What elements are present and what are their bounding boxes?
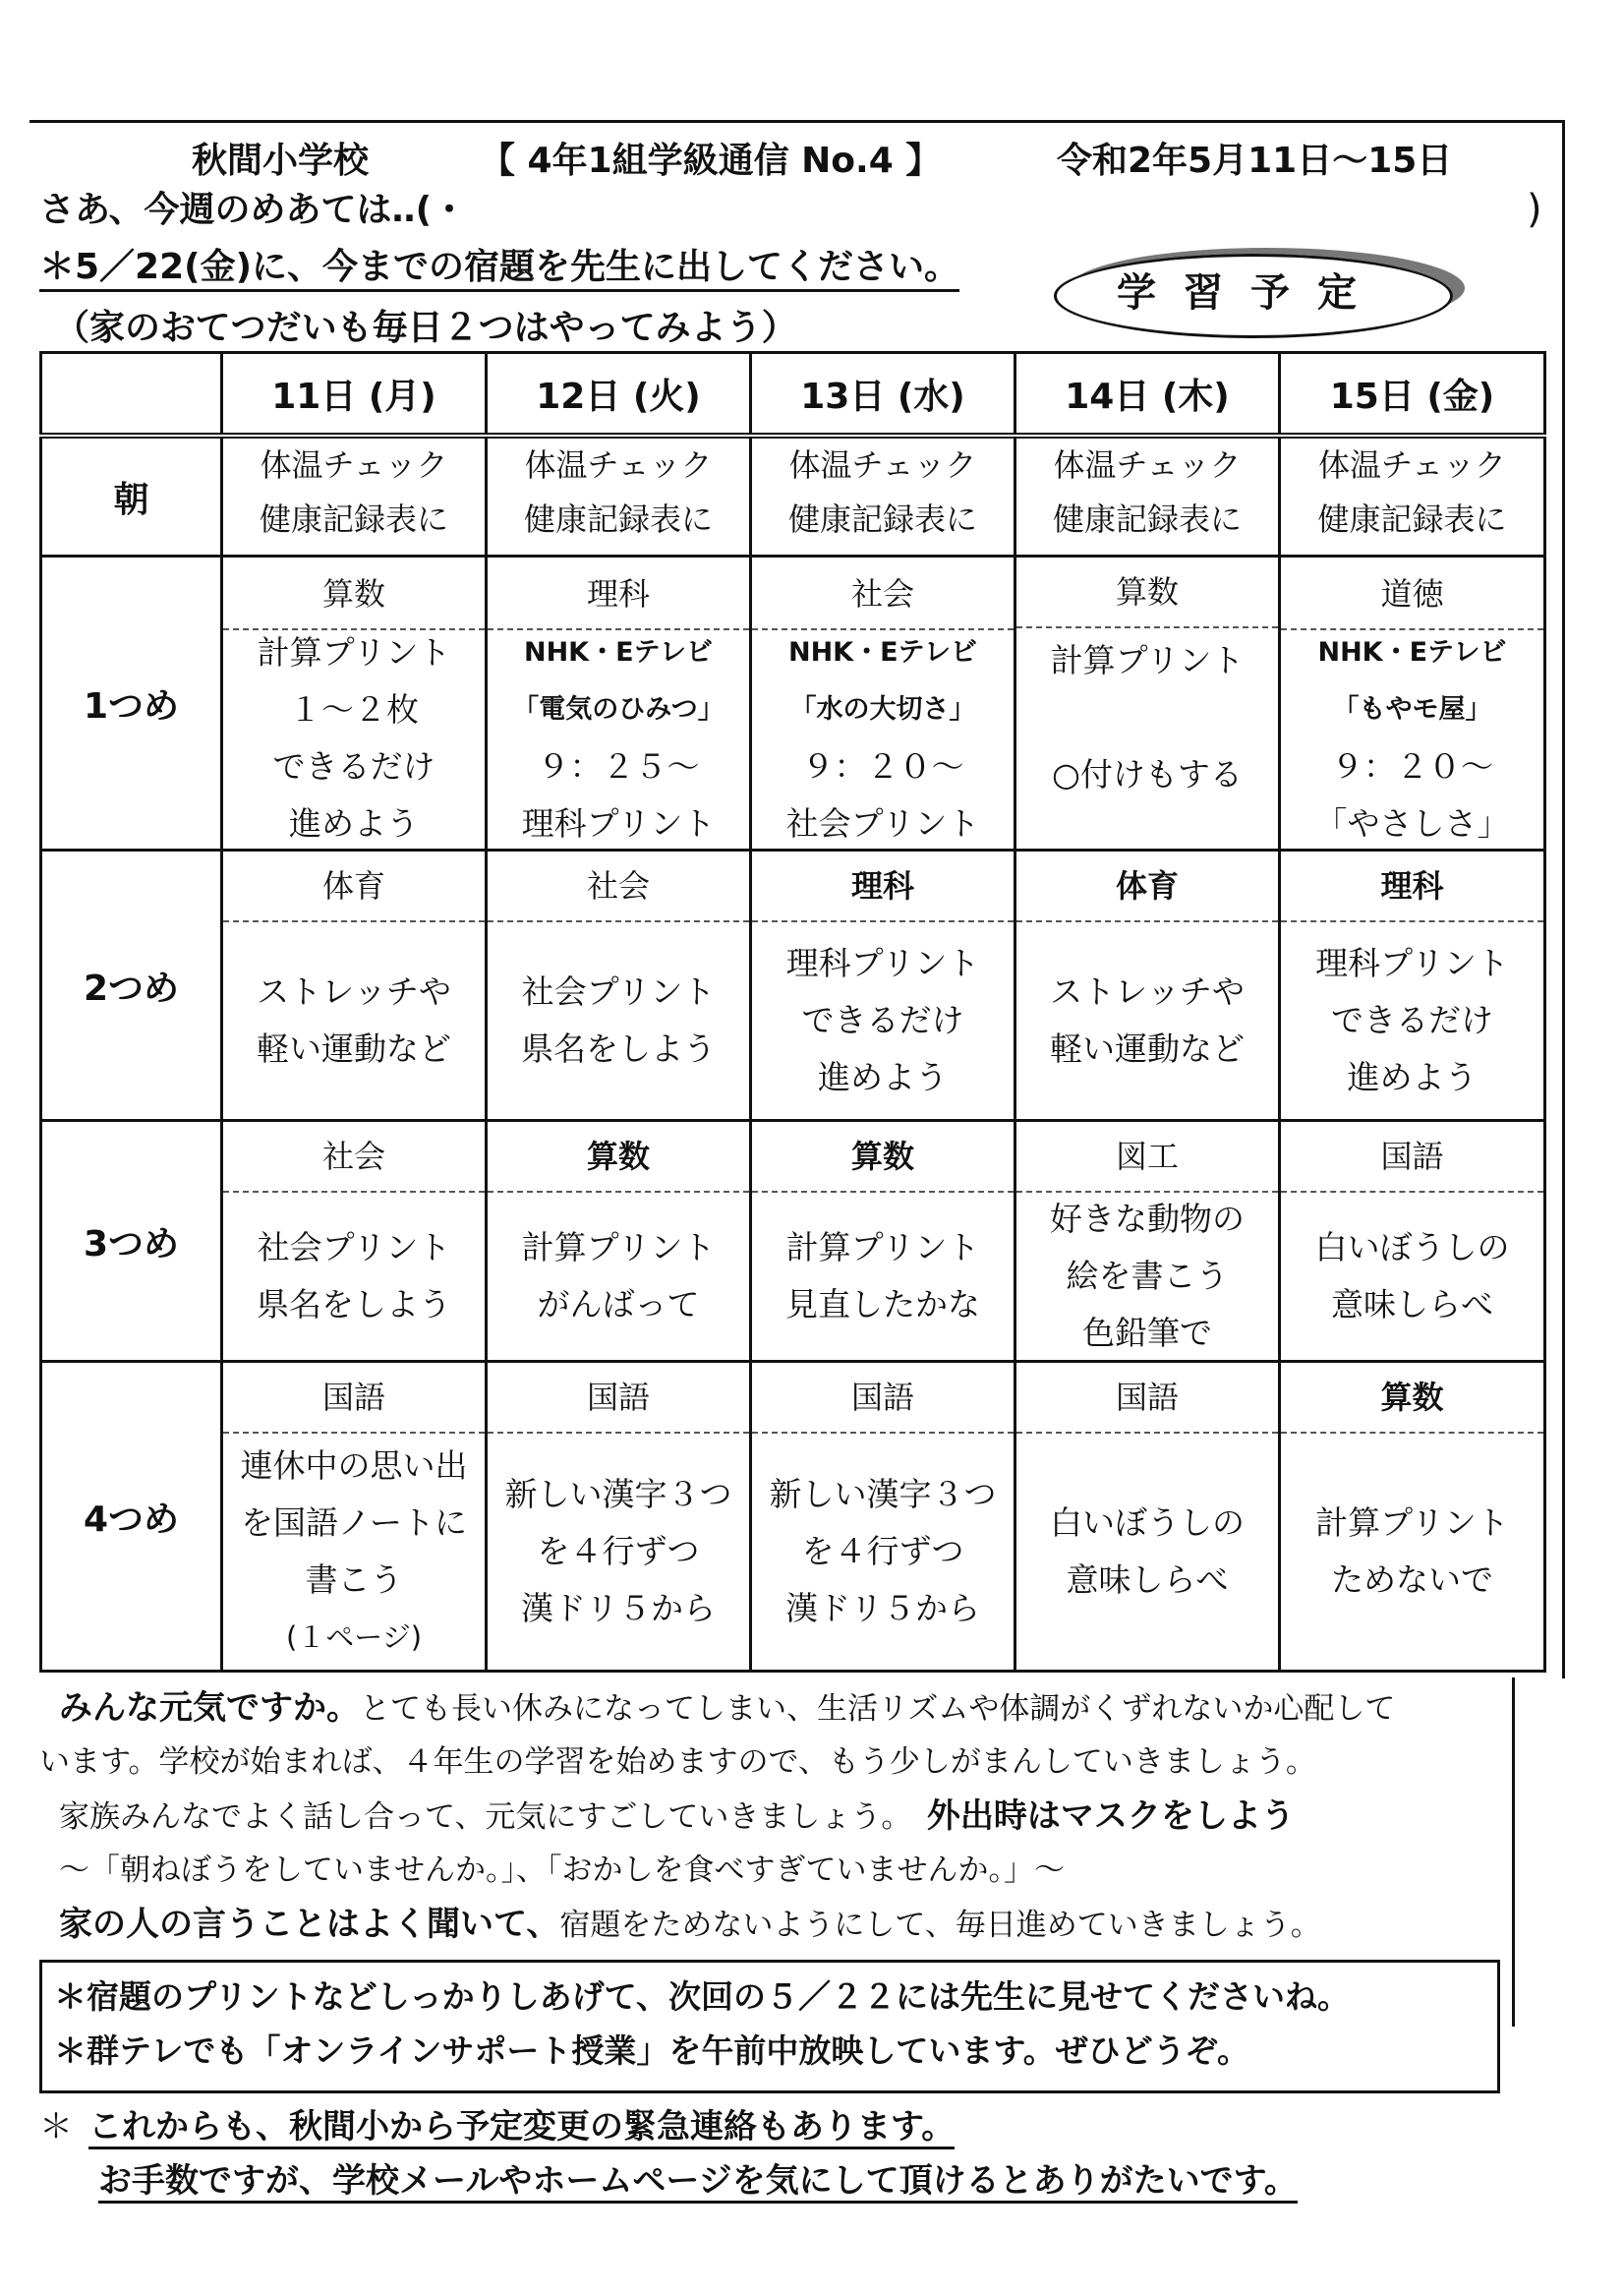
class-cell (487, 1121, 751, 1362)
class-cell (1015, 851, 1280, 1121)
morning-line: 健康記録表に (259, 500, 448, 538)
homework-reminder (39, 239, 959, 289)
morning-line: 健康記録表に (787, 500, 977, 538)
morning-cell (487, 436, 751, 557)
class-cell (487, 1362, 751, 1672)
content-line: (１ページ) (285, 1620, 423, 1654)
subject: 社会 (488, 852, 749, 922)
content-line: ９：２０～ (1331, 747, 1493, 786)
subject: 社会 (223, 1122, 485, 1193)
schedule-table (39, 351, 1546, 1673)
subject: 算数 (752, 1122, 1014, 1193)
content-line: できるだけ (1331, 1001, 1493, 1039)
period-label: 3つめ (41, 1121, 222, 1362)
content-line: 新しい漢字３つ (504, 1475, 732, 1513)
class-cell (1015, 557, 1280, 851)
homework-reminder-text: ＊5／22(金)に、今までの宿題を先生に出してください。 (39, 247, 959, 292)
morning-cell (751, 436, 1015, 557)
content-line: 「やさしさ」 (1314, 804, 1510, 843)
right-rule (1562, 120, 1565, 1678)
footer-line-1 (88, 2099, 955, 2147)
content-line: 白いぼうしの (1050, 1503, 1245, 1542)
class-cell (751, 851, 1015, 1121)
content-line: 「もやモ屋」 (1332, 694, 1492, 725)
class-cell (1280, 1362, 1545, 1672)
morning-line: 健康記録表に (1317, 500, 1507, 538)
content-line: 「電気のひみつ」 (512, 694, 725, 725)
content-line: 見直したかな (785, 1285, 980, 1323)
morning-line: 健康記録表に (523, 500, 713, 538)
content-line: NHK・Eテレビ (787, 637, 978, 668)
content-line: 計算プリント (521, 1228, 716, 1266)
content-line: 漢ドリ５から (521, 1589, 716, 1627)
subject: 国語 (1016, 1363, 1278, 1434)
day-header: 15日 (金) (1280, 353, 1545, 437)
period-row (41, 851, 1545, 1121)
content-line: 社会プリント (257, 1228, 451, 1266)
subject: 理科 (488, 559, 749, 630)
content-line: できるだけ (272, 747, 435, 786)
subject: 社会 (752, 559, 1014, 630)
morning-row (41, 436, 1545, 557)
content-line: 理科プリント (521, 804, 716, 843)
subject: 道徳 (1281, 559, 1543, 630)
message-line-2: います。学校が始まれば、４年生の学習を始めますので、もう少しがまんしていきましょう。 (39, 1744, 1316, 1780)
morning-line: 体温チェック (260, 446, 448, 484)
weekly-goal-prompt: さあ、今週のめあては‥(・ (39, 190, 468, 230)
subject: 図工 (1016, 1122, 1278, 1193)
schedule-badge: 学習予定 (1117, 270, 1384, 316)
content-line: 意味しらべ (1066, 1560, 1229, 1599)
day-header: 14日 (木) (1015, 353, 1280, 437)
subject: 算数 (223, 559, 485, 630)
subject: 算数 (488, 1122, 749, 1193)
period-row (41, 1121, 1545, 1362)
content-line: ○付けもする (1052, 755, 1243, 794)
subject: 算数 (1281, 1363, 1543, 1434)
content-line: できるだけ (801, 1001, 964, 1039)
newsletter-title: 【 4年1組学級通信 No.4 】 (480, 141, 942, 181)
content-line: 進めよう (1347, 1058, 1478, 1096)
content-line: 連休中の思い出 (240, 1446, 468, 1485)
class-cell (751, 557, 1015, 851)
subject: 国語 (223, 1363, 485, 1434)
period-row (41, 1362, 1545, 1672)
top-rule (29, 120, 1563, 123)
content-line: 社会プリント (785, 804, 980, 843)
subject: 算数 (1016, 558, 1278, 628)
school-name: 秋間小学校 (192, 141, 370, 181)
class-cell (1280, 557, 1545, 851)
weekly-goal-close: ) (1527, 187, 1542, 232)
message-line-5 (59, 1898, 1573, 1953)
content-line: 県名をしよう (521, 1029, 716, 1068)
content-line: を４行ずつ (537, 1532, 700, 1570)
content-line: ストレッチや (257, 972, 451, 1011)
day-header: 12日 (火) (487, 353, 751, 437)
subject: 国語 (488, 1363, 749, 1434)
content-line (1016, 689, 1278, 746)
morning-line: 体温チェック (788, 446, 977, 484)
content-line: 色鉛筆で (1082, 1314, 1212, 1352)
footer-text-1: これからも、秋間小から予定変更の緊急連絡もあります。 (88, 2107, 955, 2149)
content-line: 社会プリント (521, 972, 716, 1011)
content-line: 理科プリント (785, 944, 980, 982)
class-cell (222, 1362, 487, 1672)
subject: 理科 (1281, 852, 1543, 922)
content-line: 県名をしよう (257, 1285, 451, 1323)
content-line: 漢ドリ５から (785, 1589, 980, 1627)
message-lead: みんな元気ですか。 (59, 1688, 360, 1728)
content-line: NHK・Eテレビ (523, 637, 714, 668)
content-line: 新しい漢字３つ (769, 1475, 997, 1513)
notice-line-1: ＊宿題のプリントなどしっかりしあげて、次回の５／２２には先生に見せてくださいね。 (54, 1977, 1351, 2016)
morning-cell (1015, 436, 1280, 557)
content-line: 白いぼうしの (1314, 1228, 1510, 1266)
message-text: 家族みんなでよく話し合って、元気にすごしていきましょう。 (59, 1799, 897, 1835)
content-line: 理科プリント (1315, 944, 1509, 982)
class-cell (751, 1121, 1015, 1362)
content-line: 計算プリント (1315, 1503, 1509, 1542)
subject: 体育 (1016, 852, 1278, 922)
footer-text-2: お手数ですが、学校メールやホームページを気にして頂けるとありがたいです。 (98, 2161, 1298, 2204)
content-line: ストレッチや (1050, 972, 1245, 1011)
content-line: ９：２５～ (537, 747, 700, 786)
content-line: ９：２０～ (801, 747, 964, 786)
chores-note: （家のおてつだいも毎日２つはやってみよう） (54, 308, 797, 348)
message-text: とても長い休みになってしまい、生活リズムや体調がくずれないか心配して (360, 1691, 1396, 1727)
morning-line: 体温チェック (524, 446, 713, 484)
class-cell (1015, 1121, 1280, 1362)
morning-line: 健康記録表に (1052, 500, 1242, 538)
content-line: 絵を書こう (1066, 1257, 1229, 1295)
content-line: 好きな動物の (1050, 1200, 1245, 1238)
message-line-4: ～「朝ねぼうをしていませんか。」、「おかしを食べすぎていませんか。」～ (59, 1853, 1065, 1888)
message-line-3 (59, 1790, 1573, 1845)
content-line: 意味しらべ (1331, 1285, 1493, 1323)
day-header-row (41, 353, 1545, 437)
footer-star: ＊ (39, 2107, 73, 2147)
corner-cell (41, 353, 222, 437)
class-cell (1015, 1362, 1280, 1672)
morning-line: 体温チェック (1317, 446, 1507, 484)
class-cell (1280, 851, 1545, 1121)
content-line: 進めよう (818, 1058, 948, 1096)
notice-line-2: ＊群テレでも「オンラインサポート授業」を午前中放映しています。ぜひどうぞ。 (54, 2031, 1250, 2070)
morning-line: 体温チェック (1053, 446, 1242, 484)
message-lead-2: 家の人の言うことはよく聞いて、 (59, 1905, 560, 1944)
message-text: 宿題をためないようにして、毎日進めていきましょう。 (559, 1908, 1321, 1943)
period-row (41, 557, 1545, 851)
subject: 体育 (223, 852, 485, 922)
class-cell (222, 851, 487, 1121)
content-line: 計算プリント (257, 633, 451, 672)
morning-cell (1280, 436, 1545, 557)
class-cell (487, 851, 751, 1121)
period-label: 1つめ (41, 557, 222, 851)
content-line: ためないで (1331, 1560, 1493, 1599)
content-line: 書こう (305, 1560, 403, 1599)
mask-reminder: 外出時はマスクをしよう (926, 1796, 1295, 1836)
content-line: を４行ずつ (801, 1532, 964, 1570)
content-line: 軽い運動など (1050, 1029, 1245, 1068)
period-label: 朝 (41, 436, 222, 557)
class-cell (751, 1362, 1015, 1672)
content-line: 「水の大切さ」 (789, 694, 976, 725)
footer-line-2 (98, 2153, 1298, 2202)
content-line: １～２枚 (289, 690, 419, 729)
content-line: 計算プリント (1050, 641, 1245, 679)
message-line-1 (59, 1681, 1573, 1736)
subject: 国語 (752, 1363, 1014, 1434)
subject: 国語 (1281, 1122, 1543, 1193)
content-line: 軽い運動など (257, 1029, 451, 1068)
content-line: 進めよう (289, 804, 419, 843)
morning-cell (222, 436, 487, 557)
class-cell (222, 1121, 487, 1362)
period-label: 4つめ (41, 1362, 222, 1672)
content-line: を国語ノートに (240, 1503, 467, 1542)
day-header: 11日 (月) (222, 353, 487, 437)
content-line: NHK・Eテレビ (1317, 637, 1507, 668)
class-cell (1280, 1121, 1545, 1362)
class-cell (487, 557, 751, 851)
period-label: 2つめ (41, 851, 222, 1121)
content-line: 計算プリント (785, 1228, 980, 1266)
day-header: 13日 (水) (751, 353, 1015, 437)
class-cell (222, 557, 487, 851)
content-line: がんばって (537, 1285, 700, 1323)
week-dates: 令和2年5月11日～15日 (1057, 141, 1453, 181)
subject: 理科 (752, 852, 1014, 922)
